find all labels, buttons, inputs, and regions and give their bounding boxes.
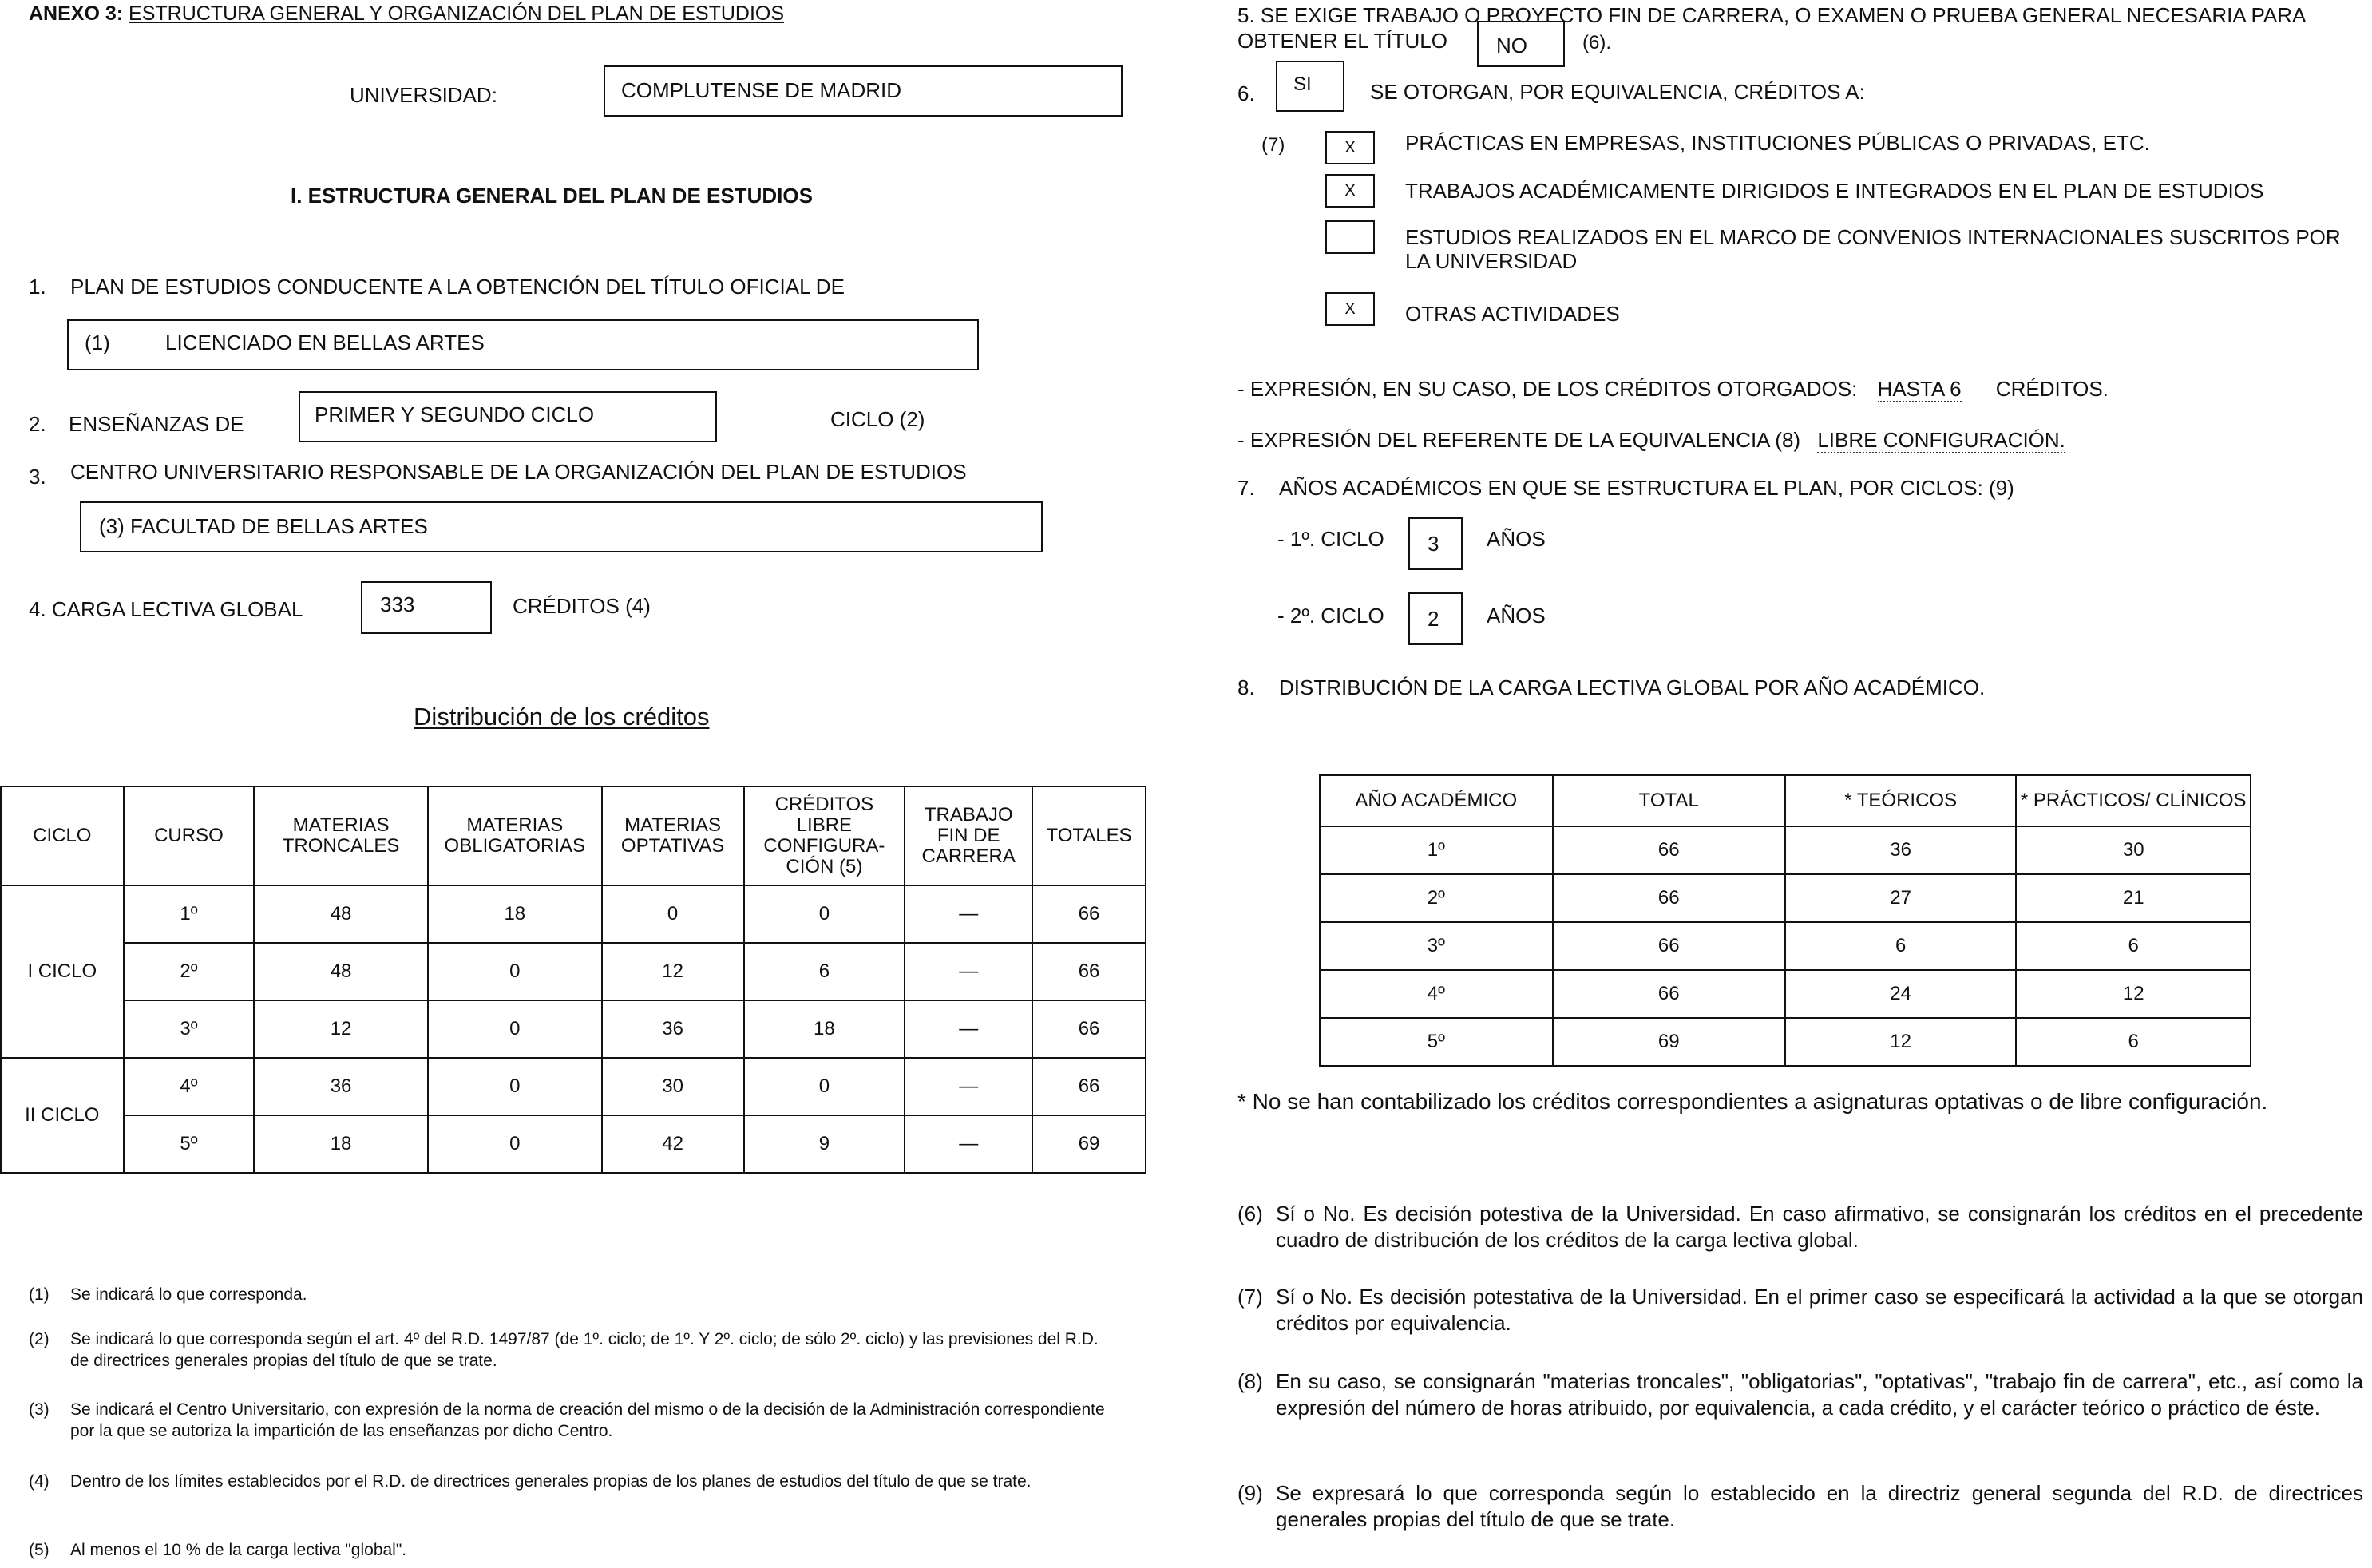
item7-c2-label: - 2º. CICLO bbox=[1277, 604, 1384, 628]
expr1-value: HASTA 6 bbox=[1877, 377, 1962, 401]
table-cell: 30 bbox=[2016, 826, 2251, 874]
expr1-suffix: CRÉDITOS. bbox=[1995, 377, 2109, 401]
header-optativas: MATERIAS OPTATIVAS bbox=[602, 786, 744, 885]
star-note: * No se han contabilizado los créditos correspondientes a asignaturas optativas o de libre configuración. bbox=[1237, 1089, 2268, 1114]
item5-ref: (6). bbox=[1582, 32, 1611, 53]
table-row bbox=[1320, 970, 2251, 1018]
table-cell: 24 bbox=[1785, 970, 2017, 1018]
footnote-text: Al menos el 10 % de la carga lectiva "global". bbox=[70, 1541, 407, 1559]
table-cell: 66 bbox=[1032, 943, 1146, 1000]
table-cell: 42 bbox=[602, 1115, 744, 1173]
footnote-num: (4) bbox=[29, 1472, 49, 1491]
item5-line1: 5. SE EXIGE TRABAJO O PROYECTO FIN DE CARRERA, O EXAMEN O PRUEBA GENERAL NECESARIA PARA bbox=[1237, 3, 2307, 27]
item7-c1-label: - 1º. CICLO bbox=[1277, 527, 1384, 551]
item1-ref: (1) bbox=[85, 331, 110, 354]
item7-years-2: AÑOS bbox=[1487, 604, 1546, 628]
table-cell: 36 bbox=[602, 1000, 744, 1058]
table-cell: 5º bbox=[1320, 1018, 1553, 1066]
header-curso: CURSO bbox=[124, 786, 255, 885]
footnote-num: (5) bbox=[29, 1541, 49, 1559]
footnote-4 bbox=[29, 1471, 1115, 1492]
table-row bbox=[1, 1058, 1146, 1115]
table-cell: 12 bbox=[602, 943, 744, 1000]
item5-line2: OBTENER EL TÍTULO bbox=[1237, 29, 1447, 53]
table-cell: — bbox=[905, 1058, 1032, 1115]
header-teoricos: * TEÓRICOS bbox=[1785, 775, 2017, 826]
checkbox-label: PRÁCTICAS EN EMPRESAS, INSTITUCIONES PÚBLICAS O PRIVADAS, ETC. bbox=[1405, 131, 2150, 155]
table-cell: 0 bbox=[428, 943, 602, 1000]
table-cell: 69 bbox=[1032, 1115, 1146, 1173]
item2-field bbox=[299, 391, 717, 442]
table-cell: — bbox=[905, 943, 1032, 1000]
table-row bbox=[1, 1000, 1146, 1058]
footnote-text: Sí o No. Es decisión potestativa de la Universidad. En el primer caso se especificará la actividad a la que se otorgan créditos por equivalencia. bbox=[1276, 1285, 2363, 1335]
table-cell: 6 bbox=[2016, 1018, 2251, 1066]
item4-label: 4. CARGA LECTIVA GLOBAL bbox=[29, 597, 303, 621]
item7-c2-value: 2 bbox=[1428, 607, 1439, 631]
item2-num: 2. bbox=[29, 412, 46, 436]
item6-text: SE OTORGAN, POR EQUIVALENCIA, CRÉDITOS A: bbox=[1370, 80, 1865, 104]
item2-label: ENSEÑANZAS DE bbox=[69, 412, 244, 436]
item6-field bbox=[1276, 61, 1344, 112]
item6-value: SI bbox=[1293, 73, 1312, 95]
item2-value: PRIMER Y SEGUNDO CICLO bbox=[315, 402, 595, 426]
checkbox-label: TRABAJOS ACADÉMICAMENTE DIRIGIDOS E INTEGRADOS EN EL PLAN DE ESTUDIOS bbox=[1405, 179, 2264, 203]
item7-ref: (7) bbox=[1261, 134, 1285, 156]
table-cell: 12 bbox=[2016, 970, 2251, 1018]
item3-text: CENTRO UNIVERSITARIO RESPONSABLE DE LA ORGANIZACIÓN DEL PLAN DE ESTUDIOS bbox=[70, 460, 967, 484]
table-cell: 6 bbox=[744, 943, 905, 1000]
table-cell: 27 bbox=[1785, 874, 2017, 922]
item6-num: 6. bbox=[1237, 81, 1255, 105]
checkbox-mark: X bbox=[1344, 181, 1356, 200]
table-row bbox=[1320, 922, 2251, 970]
footnote-num: (7) bbox=[1237, 1285, 1263, 1309]
university-label: UNIVERSIDAD: bbox=[350, 83, 497, 107]
item4-field bbox=[361, 581, 492, 634]
item1-field bbox=[67, 319, 979, 370]
table-cell: 66 bbox=[1032, 1058, 1146, 1115]
table-cell: 5º bbox=[124, 1115, 255, 1173]
footnote-text: Se indicará lo que corresponda según el art. 4º del R.D. 1497/87 (de 1º. ciclo; de 1º. Y 2º. ciclo; de sólo 2º. ciclo) y las previsiones del R.D. de directrices generales propias del título de que se trate. bbox=[70, 1330, 1099, 1370]
table-cell: 48 bbox=[254, 943, 428, 1000]
table-cell: 36 bbox=[1785, 826, 2017, 874]
item1-num: 1. bbox=[29, 275, 46, 299]
footnote-8 bbox=[1237, 1368, 2363, 1421]
footnote-text: Se expresará lo que corresponda según lo establecido en la directriz general segunda del R.D. de directrices generales propias del título de que se trate. bbox=[1276, 1481, 2363, 1531]
header-libre: CRÉDITOS LIBRE CONFIGURA- CIÓN (5) bbox=[744, 786, 905, 885]
credits-table bbox=[0, 786, 1146, 1174]
footnote-num: (2) bbox=[29, 1330, 49, 1348]
table-cell: 0 bbox=[428, 1058, 602, 1115]
item3-num: 3. bbox=[29, 465, 46, 489]
university-value: COMPLUTENSE DE MADRID bbox=[621, 78, 902, 102]
item7-c1-field bbox=[1408, 517, 1463, 570]
table-cell: 36 bbox=[254, 1058, 428, 1115]
checkbox-mark: X bbox=[1344, 138, 1356, 156]
table-cell: 0 bbox=[744, 1058, 905, 1115]
expr1-text: - EXPRESIÓN, EN SU CASO, DE LOS CRÉDITOS OTORGADOS: bbox=[1237, 377, 1858, 401]
footnote-6 bbox=[1237, 1201, 2363, 1253]
item7-num: 7. bbox=[1237, 476, 1255, 500]
table-row bbox=[1, 885, 1146, 943]
table-cell: 18 bbox=[254, 1115, 428, 1173]
footnote-text: Dentro de los límites establecidos por el R.D. de directrices generales propias de los planes de estudios del título de que se trate. bbox=[70, 1472, 1032, 1491]
item2-suffix: CICLO (2) bbox=[830, 407, 925, 431]
item8-text: DISTRIBUCIÓN DE LA CARGA LECTIVA GLOBAL POR AÑO ACADÉMICO. bbox=[1279, 675, 1986, 699]
ciclo-2-cell: II CICLO bbox=[1, 1058, 124, 1173]
header-ciclo: CICLO bbox=[1, 786, 124, 885]
item5-value: NO bbox=[1496, 34, 1527, 57]
header-practicos: * PRÁCTICOS/ CLÍNICOS bbox=[2016, 775, 2251, 826]
table-cell: 66 bbox=[1032, 1000, 1146, 1058]
checkbox-estudios[interactable] bbox=[1325, 220, 1375, 254]
checkbox-mark: X bbox=[1344, 299, 1356, 318]
footnote-3 bbox=[29, 1399, 1115, 1442]
year-table bbox=[1319, 774, 2251, 1067]
item1-value: LICENCIADO EN BELLAS ARTES bbox=[165, 331, 485, 354]
table-cell: 9 bbox=[744, 1115, 905, 1173]
checkbox-label: OTRAS ACTIVIDADES bbox=[1405, 302, 1620, 326]
expr2-text: - EXPRESIÓN DEL REFERENTE DE LA EQUIVALENCIA (8) bbox=[1237, 428, 1801, 452]
footnote-num: (8) bbox=[1237, 1369, 1263, 1393]
footnote-num: (6) bbox=[1237, 1202, 1263, 1225]
table-cell: 2º bbox=[1320, 874, 1553, 922]
table-cell: 0 bbox=[428, 1000, 602, 1058]
table-cell: 2º bbox=[124, 943, 255, 1000]
table-cell: 66 bbox=[1553, 826, 1785, 874]
table-cell: 66 bbox=[1553, 922, 1785, 970]
table-cell: 12 bbox=[1785, 1018, 2017, 1066]
item3-field bbox=[80, 501, 1043, 552]
table-cell: — bbox=[905, 1115, 1032, 1173]
section-title: I. ESTRUCTURA GENERAL DEL PLAN DE ESTUDIOS bbox=[291, 184, 813, 208]
item5-field bbox=[1477, 21, 1565, 67]
header-trabajo: TRABAJO FIN DE CARRERA bbox=[905, 786, 1032, 885]
checkbox-trabajos[interactable] bbox=[1325, 174, 1375, 208]
header-troncales: MATERIAS TRONCALES bbox=[254, 786, 428, 885]
table-cell: 3º bbox=[124, 1000, 255, 1058]
table-cell: 6 bbox=[2016, 922, 2251, 970]
annex-title: ESTRUCTURA GENERAL Y ORGANIZACIÓN DEL PLAN DE ESTUDIOS bbox=[129, 2, 785, 25]
header-obligatorias: MATERIAS OBLIGATORIAS bbox=[428, 786, 602, 885]
table-cell: 18 bbox=[428, 885, 602, 943]
checkbox-otras[interactable] bbox=[1325, 292, 1375, 326]
checkbox-practicas[interactable] bbox=[1325, 131, 1375, 164]
item7-years-1: AÑOS bbox=[1487, 527, 1546, 551]
table-cell: 0 bbox=[428, 1115, 602, 1173]
item4-suffix: CRÉDITOS (4) bbox=[513, 594, 651, 618]
table-cell: 4º bbox=[1320, 970, 1553, 1018]
table-cell: 0 bbox=[602, 885, 744, 943]
item3-value: (3) FACULTAD DE BELLAS ARTES bbox=[99, 514, 428, 538]
item4-value: 333 bbox=[380, 592, 415, 616]
table-cell: 12 bbox=[254, 1000, 428, 1058]
table-cell: 48 bbox=[254, 885, 428, 943]
table-cell: 4º bbox=[124, 1058, 255, 1115]
item7-c1-value: 3 bbox=[1428, 532, 1439, 556]
table-cell: 3º bbox=[1320, 922, 1553, 970]
table-cell: 69 bbox=[1553, 1018, 1785, 1066]
table-cell: 21 bbox=[2016, 874, 2251, 922]
table-cell: 6 bbox=[1785, 922, 2017, 970]
footnote-5 bbox=[29, 1539, 1115, 1561]
header-totales: TOTALES bbox=[1032, 786, 1146, 885]
expr2 bbox=[1237, 428, 2065, 452]
footnote-7 bbox=[1237, 1284, 2363, 1336]
expr1 bbox=[1237, 377, 2109, 401]
footnote-2 bbox=[29, 1328, 1115, 1372]
expr2-value: LIBRE CONFIGURACIÓN. bbox=[1817, 428, 2065, 452]
footnote-text: Se indicará lo que corresponda. bbox=[70, 1285, 307, 1304]
annex-prefix: ANEXO 3: bbox=[29, 2, 124, 25]
table-cell: 66 bbox=[1553, 970, 1785, 1018]
distribution-title: Distribución de los créditos bbox=[414, 703, 710, 731]
header-total: TOTAL bbox=[1553, 775, 1785, 826]
footnote-9 bbox=[1237, 1480, 2363, 1533]
table-cell: 0 bbox=[744, 885, 905, 943]
table-row bbox=[1, 1115, 1146, 1173]
ciclo-1-cell: I CICLO bbox=[1, 885, 124, 1058]
footnote-1 bbox=[29, 1284, 1115, 1305]
table-cell: 18 bbox=[744, 1000, 905, 1058]
footnote-text: Se indicará el Centro Universitario, con expresión de la norma de creación del mismo o de la decisión de la Administración correspondiente por la que se autoriza la impartición de las enseñanzas por dicho Centro. bbox=[70, 1400, 1105, 1440]
table-cell: 1º bbox=[1320, 826, 1553, 874]
footnote-num: (1) bbox=[29, 1285, 49, 1304]
university-field bbox=[604, 65, 1123, 117]
table-cell: 30 bbox=[602, 1058, 744, 1115]
table-cell: — bbox=[905, 885, 1032, 943]
table-cell: 66 bbox=[1553, 874, 1785, 922]
table-cell: — bbox=[905, 1000, 1032, 1058]
footnote-text: En su caso, se consignarán "materias troncales", "obligatorias", "optativas", "trabajo fin de carrera", etc., así como la expresión del número de horas atribuido, por equivalencia, a cada crédito, y el carácter teórico o práctico de éste. bbox=[1276, 1369, 2363, 1420]
item8-num: 8. bbox=[1237, 675, 1255, 699]
footnote-num: (9) bbox=[1237, 1481, 1263, 1505]
item7-c2-field bbox=[1408, 592, 1463, 645]
footnote-text: Sí o No. Es decisión potestiva de la Universidad. En caso afirmativo, se consignarán los créditos en el precedente cuadro de distribución de los créditos de la carga lectiva global. bbox=[1276, 1202, 2363, 1252]
header-year: AÑO ACADÉMICO bbox=[1320, 775, 1553, 826]
checkbox-label: ESTUDIOS REALIZADOS EN EL MARCO DE CONVENIOS INTERNACIONALES SUSCRITOS POR LA UNIVERSIDAD bbox=[1405, 225, 2341, 273]
table-row bbox=[1, 943, 1146, 1000]
table-cell: 1º bbox=[124, 885, 255, 943]
table-row bbox=[1320, 874, 2251, 922]
item7-text: AÑOS ACADÉMICOS EN QUE SE ESTRUCTURA EL PLAN, POR CICLOS: (9) bbox=[1279, 476, 2014, 500]
footnote-num: (3) bbox=[29, 1400, 49, 1419]
table-row bbox=[1320, 1018, 2251, 1066]
table-cell: 66 bbox=[1032, 885, 1146, 943]
table-row bbox=[1320, 826, 2251, 874]
item1-text: PLAN DE ESTUDIOS CONDUCENTE A LA OBTENCIÓN DEL TÍTULO OFICIAL DE bbox=[70, 275, 845, 299]
annex-heading bbox=[29, 2, 784, 26]
